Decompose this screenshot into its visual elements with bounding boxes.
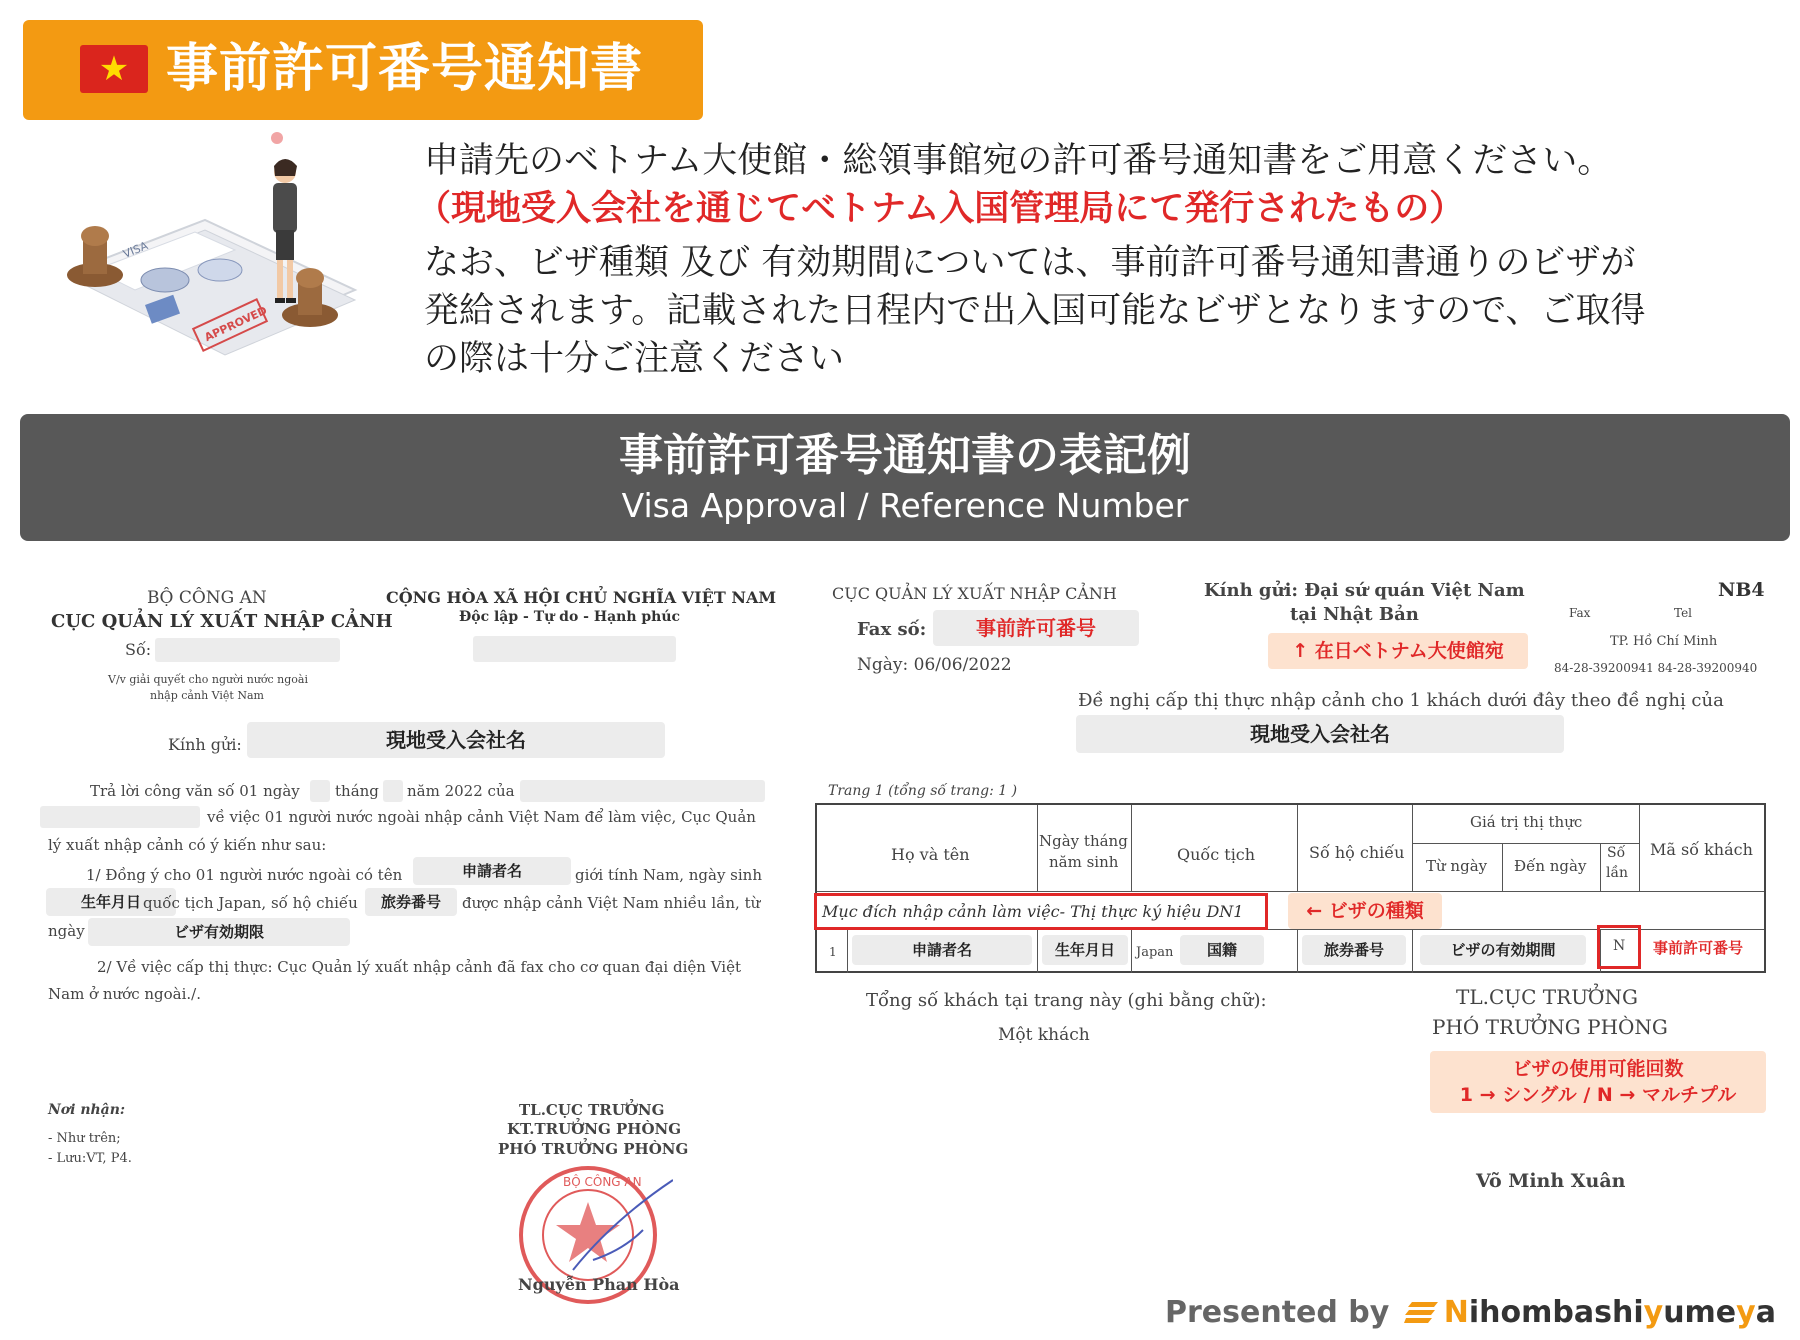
right-tai: tại Nhật Bản — [1290, 604, 1419, 625]
left-luu: - Lưu:VT, P4. — [48, 1151, 132, 1166]
left-month-redacted — [383, 780, 403, 802]
right-phones: 84-28-39200941 84-28-39200940 — [1554, 661, 1758, 675]
col-nationality: Quốc tịch — [1177, 845, 1256, 864]
intro-line-4: 発給されます。記載された日程内で出入国可能なビザとなりますので、ご取得 — [424, 291, 1646, 331]
table-col-2 — [1131, 805, 1132, 891]
row-nationality-label: 国籍 — [1180, 935, 1264, 965]
left-sig-2: KT.TRƯỞNG PHÒNG — [507, 1120, 682, 1138]
brand-letter-n: N — [1443, 1295, 1469, 1330]
right-fax-label: Fax số: — [857, 619, 927, 640]
table-data-col-1 — [1037, 929, 1038, 973]
left-sig-1: TL.CỤC TRƯỞNG — [519, 1101, 665, 1119]
section-title: 事前許可番号通知書の表記例 — [619, 430, 1191, 481]
visa-type-callout: ← ビザの種類 — [1288, 893, 1442, 929]
left-p2-b: giới tính Nam, ngày sinh — [575, 866, 763, 884]
col-from: Từ ngày — [1426, 857, 1488, 875]
left-so-redacted — [155, 638, 340, 662]
embassy-callout: ↑ 在日ベトナム大使館宛 — [1268, 633, 1528, 669]
left-subject-2: nhập cảnh Việt Nam — [150, 689, 264, 702]
table-data-col-3 — [1297, 929, 1298, 973]
left-p3-a: 2/ Về việc cấp thị thực: Cục Quản lý xuất nhập cảnh đã fax cho cơ quan đại diện Việt — [97, 958, 741, 976]
approved-stamp-text: APPROVED — [202, 303, 270, 345]
left-dob-label: 生年月日 — [46, 888, 176, 916]
left-p2-a: 1/ Đồng ý cho 01 người nước ngoài có tên — [86, 866, 403, 884]
row-times-value: N — [1613, 938, 1626, 954]
left-p1-b: tháng — [335, 782, 379, 800]
col-name: Họ và tên — [891, 845, 970, 864]
right-sig-1: TL.CỤC TRƯỞNG — [1456, 985, 1638, 1009]
col-visa-validity: Giá trị thị thực — [1470, 813, 1583, 831]
col-guest-code: Mã số khách — [1650, 840, 1753, 859]
right-date: Ngày: 06/06/2022 — [857, 655, 1012, 675]
brand-letter-y2: y — [1736, 1295, 1756, 1330]
presented-by: Presented by — [1165, 1295, 1390, 1330]
table-col-4 — [1412, 805, 1413, 891]
right-company-label: 現地受入会社名 — [1076, 715, 1564, 753]
entries-callout-line-2: 1 → シングル / N → マルチプル — [1459, 1084, 1737, 1106]
col-to: Đến ngày — [1514, 857, 1587, 875]
intro-line-red: （現地受入会社を通じてベトナム入国管理局にて発行されたもの） — [416, 189, 1465, 229]
table-col-1 — [1037, 805, 1038, 891]
row-passport-label: 旅券番号 — [1302, 935, 1406, 965]
flag-star: ★ — [98, 49, 130, 89]
left-date-redacted — [473, 636, 676, 662]
row-number: 1 — [829, 945, 837, 959]
left-department: CỤC QUẢN LÝ XUẤT NHẬP CẢNH — [51, 611, 393, 632]
table-data-col-2 — [1131, 929, 1132, 973]
table-col-5 — [1502, 843, 1503, 891]
intro-line-5: の際は十分ご注意ください — [424, 339, 845, 379]
table-data-col-0 — [847, 929, 848, 973]
col-times-1: Số — [1607, 845, 1626, 861]
row-dob-label: 生年月日 — [1042, 935, 1128, 965]
visa-text: VISA — [121, 239, 150, 261]
right-tel: Tel — [1674, 606, 1693, 620]
right-department: CỤC QUẢN LÝ XUẤT NHẬP CẢNH — [832, 584, 1117, 603]
left-ministry: BỘ CÔNG AN — [147, 588, 267, 608]
left-p1-a: Trả lời công văn số 01 ngày — [90, 782, 300, 800]
col-passport: Số hộ chiếu — [1309, 843, 1405, 862]
left-motto: Độc lập - Tự do - Hạnh phúc — [459, 609, 681, 625]
left-p2-e: ngày — [48, 922, 85, 940]
left-day-redacted — [310, 780, 330, 802]
intro-line-1: 申請先のベトナム大使館・総領事館宛の許可番号通知書をご用意ください。 — [424, 141, 1613, 181]
right-code: NB4 — [1718, 579, 1765, 601]
left-passport-label: 旅券番号 — [365, 888, 457, 916]
left-nhu-tren: - Như trên; — [48, 1131, 121, 1146]
right-total: Tổng số khách tại trang này (ghi bằng chữ): — [866, 990, 1267, 1011]
brand-letter-y: y — [1643, 1295, 1664, 1330]
right-kinh-gui: Kính gửi: Đại sứ quán Việt Nam — [1204, 580, 1525, 601]
left-p1-c: năm 2022 của — [407, 782, 515, 800]
left-p2-d: được nhập cảnh Việt Nam nhiều lần, từ — [462, 894, 761, 912]
visa-approval-illustration — [55, 130, 385, 390]
footer-credit — [1165, 1290, 1785, 1336]
right-request: Đề nghị cấp thị thực nhập cảnh cho 1 khách dưới đây theo đề nghị của — [1078, 690, 1724, 711]
brand-part-ihombashi: ihombashi — [1468, 1295, 1644, 1330]
col-dob-1: Ngày tháng — [1039, 832, 1128, 850]
left-sig-3: PHÓ TRƯỞNG PHÒNG — [498, 1140, 689, 1158]
right-fax-value: 事前許可番号 — [933, 610, 1139, 646]
table-col-7 — [1639, 805, 1640, 891]
section-subtitle: Visa Approval / Reference Number — [621, 486, 1189, 525]
left-p1-d: về việc 01 người nước ngoài nhập cảnh Việt Nam để làm việc, Cục Quản — [207, 808, 756, 826]
entries-callout — [1430, 1051, 1766, 1113]
right-fax: Fax — [1569, 606, 1591, 620]
page-title: 事前許可番号通知書 — [166, 39, 644, 99]
row-applicant-label: 申請者名 — [852, 935, 1032, 965]
left-so-label: Số: — [125, 640, 152, 659]
entries-callout-line-1: ビザの使用可能回数 — [1512, 1058, 1684, 1080]
vietnam-flag-icon — [80, 45, 148, 93]
table-data-col-4 — [1412, 929, 1413, 973]
left-validity-label: ビザ有効期限 — [88, 918, 350, 946]
left-signer: Nguyễn Phan Hòa — [518, 1275, 680, 1294]
left-applicant-label: 申請者名 — [413, 857, 571, 885]
left-p2-c: quốc tịch Japan, số hộ chiếu — [143, 894, 358, 912]
row-nationality-value: Japan — [1136, 945, 1174, 960]
right-signer: Võ Minh Xuân — [1476, 1170, 1626, 1192]
right-page: Trang 1 (tổng số trang: 1 ) — [828, 783, 1018, 799]
left-company-label: 現地受入会社名 — [247, 722, 665, 758]
table-col-6 — [1600, 843, 1601, 891]
brand-part-ume: ume — [1663, 1295, 1737, 1330]
row-validity-label: ビザの有効期間 — [1420, 935, 1586, 965]
nihombashiyumeya-logo-icon — [1404, 1296, 1440, 1326]
col-times-2: lần — [1606, 865, 1629, 881]
purpose-text: Mục đích nhập cảnh làm việc- Thị thực ký hiệu DN1 — [822, 902, 1244, 921]
left-org-redacted-2 — [40, 806, 200, 828]
left-kinh-gui: Kính gửi: — [168, 735, 242, 754]
right-total-value: Một khách — [998, 1025, 1090, 1045]
row-reference-label: 事前許可番号 — [1653, 939, 1744, 957]
right-city: TP. Hồ Chí Minh — [1610, 634, 1718, 649]
brand-letter-a: a — [1755, 1295, 1776, 1330]
left-subject-1: V/v giải quyết cho người nước ngoài — [108, 673, 309, 686]
right-sig-2: PHÓ TRƯỞNG PHÒNG — [1432, 1015, 1668, 1039]
intro-line-3: なお、ビザ種類 及び 有効期間については、事前許可番号通知書通りのビザが — [424, 243, 1636, 283]
left-noi-nhan: Nơi nhận: — [48, 1102, 126, 1118]
table-valid-divider — [1412, 843, 1639, 844]
left-org-redacted — [520, 780, 765, 802]
table-col-3 — [1297, 805, 1298, 891]
table-row-divider-1 — [817, 891, 1764, 892]
left-p3-b: Nam ở nước ngoài./. — [48, 985, 202, 1003]
seal-text: BỘ CÔNG AN — [563, 1175, 642, 1189]
left-p1-e: lý xuất nhập cảnh có ý kiến như sau: — [48, 836, 327, 854]
col-dob-2: năm sinh — [1049, 853, 1119, 871]
intro-text — [416, 137, 1784, 383]
left-republic: CỘNG HÒA XÃ HỘI CHỦ NGHĨA VIỆT NAM — [386, 588, 777, 607]
section-banner — [20, 414, 1790, 541]
